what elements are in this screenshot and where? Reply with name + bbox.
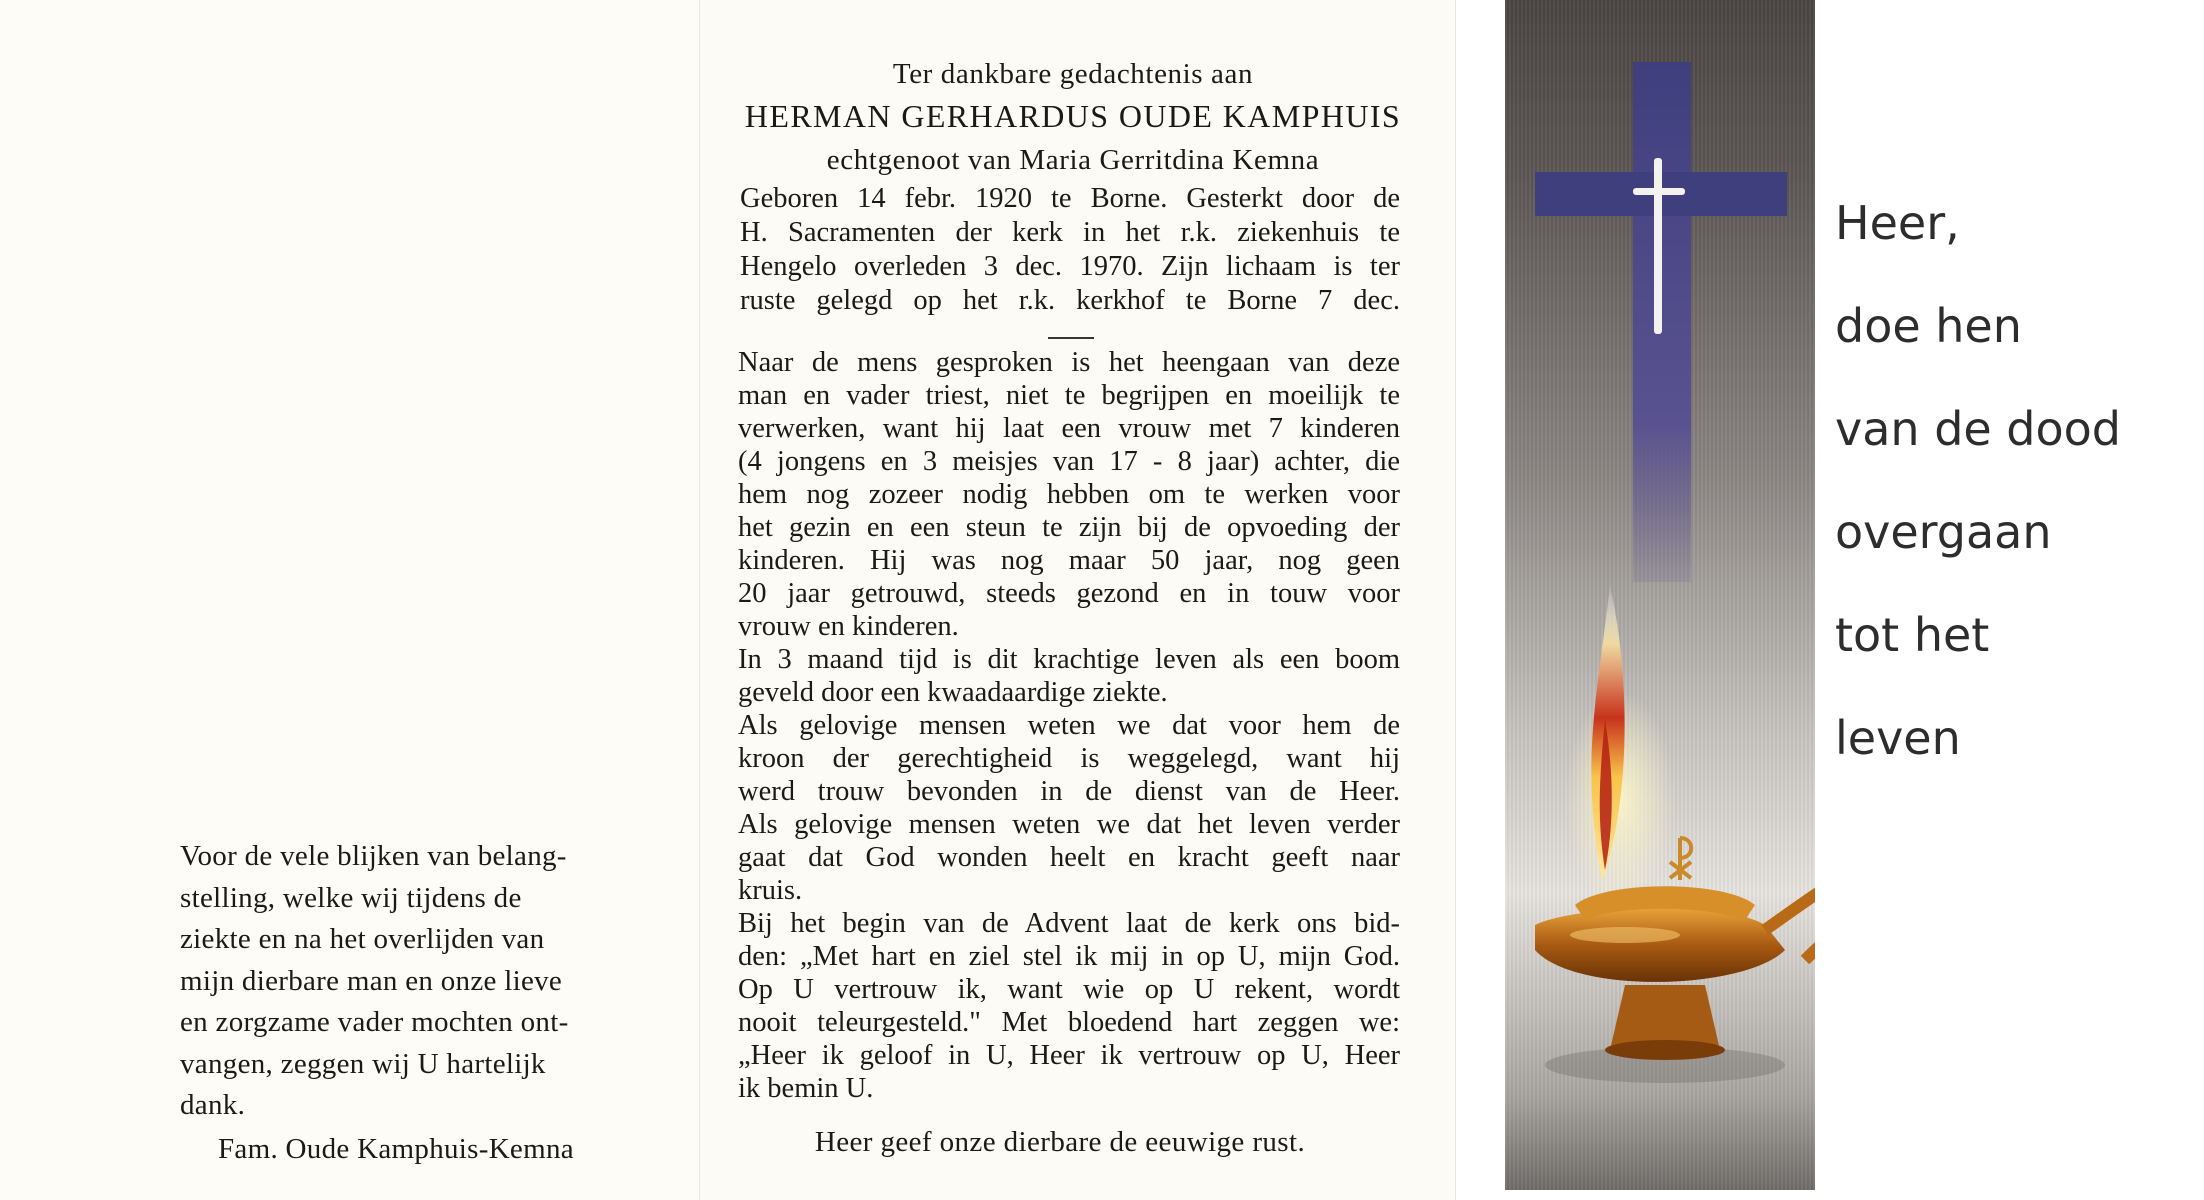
lamp-and-cross-illustration — [1505, 0, 1815, 1190]
eulogy-line: (4 jongens en 3 meisjes van 17 - 8 jaar) achter, die — [738, 446, 1400, 477]
eulogy-line: Als gelovige mensen weten we dat voor hem de — [738, 710, 1400, 741]
thanks-message — [180, 836, 640, 1170]
thanks-text — [180, 836, 640, 1127]
facts-line: H. Sacramenten der kerk in het r.k. ziekenhuis te — [740, 217, 1400, 248]
oil-lamp-icon — [1535, 851, 1815, 1060]
eulogy-line: geveld door een kwaadaardige ziekte. — [738, 677, 1168, 708]
thanks-line: vangen, zeggen wij U hartelijk — [180, 1047, 546, 1080]
illustration-strip — [1505, 0, 1815, 1190]
thanks-line: stelling, welke wij tijdens de — [180, 881, 522, 914]
eulogy-line: nooit teleurgesteld." Met bloedend hart zeggen we: — [738, 1007, 1400, 1038]
facts-line: Hengelo overleden 3 dec. 1970. Zijn lichaam is ter — [740, 251, 1400, 282]
prayer-line: tot het — [1835, 608, 1990, 662]
eulogy-line: kruis. — [738, 875, 803, 906]
facts-line: ruste gelegd op het r.k. kerkhof te Borne 7 dec. — [740, 285, 1400, 316]
prayer-line: leven — [1835, 711, 1961, 765]
prayer-line: overgaan — [1835, 505, 2052, 559]
eulogy-line: werd trouw bevonden in de dienst van de Heer. — [738, 776, 1400, 807]
prayer-verse — [1835, 188, 2195, 806]
eulogy-line: gaat dat God wonden heelt en kracht geeft naar — [738, 842, 1400, 873]
eulogy-line: In 3 maand tijd is dit krachtige leven als een boom — [738, 644, 1400, 675]
thanks-line: Voor de vele blijken van belang- — [180, 840, 567, 872]
eulogy-line: „Heer ik geloof in U, Heer ik vertrouw op U, Heer — [738, 1040, 1400, 1071]
eulogy-text — [738, 346, 1400, 1105]
thanks-line: ziekte en na het overlijden van — [180, 923, 545, 955]
prayer-line: van de dood — [1835, 402, 2121, 456]
prayer-line: doe hen — [1835, 299, 2022, 353]
eulogy-line: hem nog zozeer nodig hebben om te werken voor — [738, 479, 1400, 510]
divider — [1048, 337, 1094, 339]
thanks-line: mijn dierbare man en onze lieve — [180, 964, 563, 997]
thanks-line: en zorgzame vader mochten ont- — [180, 1006, 569, 1038]
eulogy-line: verwerken, want hij laat een vrouw met 7 kinderen — [738, 413, 1400, 444]
closing-prayer: Heer geef onze dierbare de eeuwige rust. — [814, 1126, 1306, 1158]
left-panel — [0, 0, 700, 1200]
intro-heading: Ter dankbare gedachtenis aan — [892, 58, 1254, 90]
facts-line: Geboren 14 febr. 1920 te Borne. Gesterkt door de — [740, 183, 1400, 214]
deceased-name: HERMAN GERHARDUS OUDE KAMPHUIS — [744, 98, 1402, 134]
eulogy-line: het gezin en een steun te zijn bij de opvoeding der — [738, 512, 1400, 543]
eulogy-line: Naar de mens gesproken is het heengaan van deze — [738, 347, 1400, 378]
eulogy-line: den: „Met hart en ziel stel ik mij in op U, mijn God. — [738, 941, 1400, 972]
spouse-line: echtgenoot van Maria Gerritdina Kemna — [826, 144, 1320, 176]
eulogy-line: 20 jaar getrouwd, steeds gezond en in touw voor — [738, 578, 1400, 609]
eulogy-line: kinderen. Hij was nog maar 50 jaar, nog geen — [738, 545, 1400, 576]
chi-rho-icon — [1670, 838, 1691, 880]
eulogy-line: ik bemin U. — [738, 1073, 874, 1104]
biography-facts — [740, 182, 1400, 318]
family-signature: Fam. Oude Kamphuis-Kemna — [218, 1132, 574, 1165]
prayer-line: Heer, — [1835, 196, 1960, 250]
eulogy-line: vrouw en kinderen. — [738, 611, 959, 642]
eulogy-line: Bij het begin van de Advent laat de kerk ons bid- — [738, 908, 1400, 939]
thanks-line: dank. — [180, 1089, 246, 1121]
eulogy-line: kroon der gerechtigheid is weggelegd, want hij — [738, 743, 1400, 774]
eulogy-line: Als gelovige mensen weten we dat het leven verder — [738, 809, 1400, 840]
eulogy-line: Op U vertrouw ik, want wie op U rekent, wordt — [738, 974, 1400, 1005]
eulogy-line: man en vader triest, niet te begrijpen en moeilijk te — [738, 380, 1400, 411]
